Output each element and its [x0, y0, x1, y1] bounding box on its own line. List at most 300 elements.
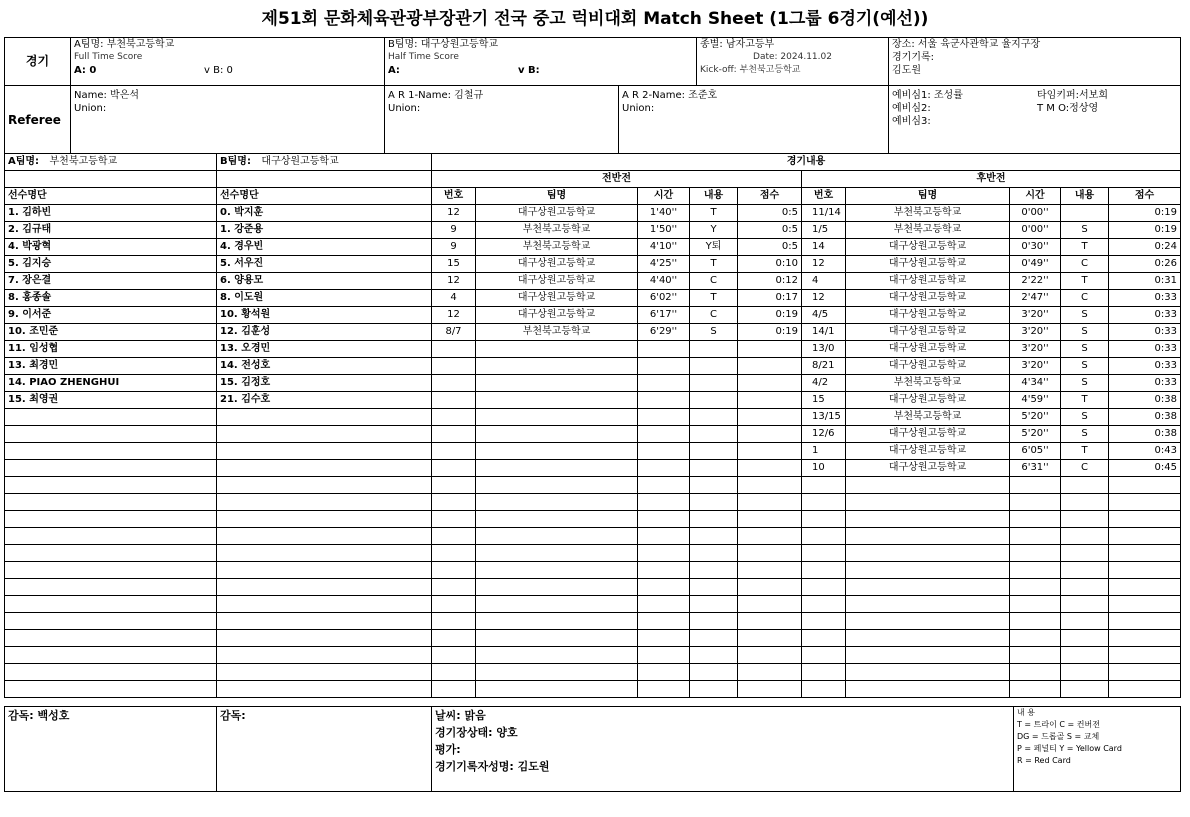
player-a: [5, 579, 217, 596]
second-half-cell: 14: [802, 239, 846, 256]
coach-a-cell: [5, 707, 217, 792]
referee-union: Union:: [74, 103, 107, 114]
second-half-cell: [1061, 630, 1109, 647]
player-a: [5, 562, 217, 579]
player-a: [5, 426, 217, 443]
second-half-cell: 3'20'': [1010, 324, 1061, 341]
first-half-cell: [432, 426, 476, 443]
second-half-cell: C: [1061, 256, 1109, 273]
second-half-cell: 0:33: [1109, 307, 1181, 324]
first-half-cell: C: [690, 273, 738, 290]
column-header: 시간: [638, 188, 690, 205]
blank-cell: [217, 171, 432, 188]
record-name: 김도원: [892, 65, 921, 76]
category-line: 종별: 남자고등부: [700, 39, 775, 50]
first-half-cell: [690, 358, 738, 375]
first-half-cell: [738, 596, 802, 613]
legend-line: T = 트라이 C = 컨버젼: [1017, 720, 1100, 729]
first-half-cell: [738, 511, 802, 528]
second-half-cell: 4: [802, 273, 846, 290]
table-row: [5, 528, 1181, 545]
first-half-cell: [690, 562, 738, 579]
roster-header-a: 선수명단: [5, 188, 217, 205]
date-line: Date: 2024.11.02: [753, 52, 832, 62]
referee-cell: [71, 86, 385, 154]
evaluation: 평가:: [435, 743, 461, 756]
column-header: 팀명: [846, 188, 1010, 205]
second-half-cell: [846, 681, 1010, 698]
second-half-cell: 대구상원고등학교: [846, 290, 1010, 307]
first-half-cell: [638, 579, 690, 596]
reserve-official-1: 예비심1: 조성률: [892, 90, 963, 101]
first-half-cell: 4'10'': [638, 239, 690, 256]
table-row: [5, 273, 1181, 290]
legend-line: P = 페널티 Y = Yellow Card: [1017, 744, 1122, 753]
first-half-cell: 대구상원고등학교: [476, 205, 638, 222]
player-a: 15. 최영권: [5, 392, 217, 409]
first-half-cell: Y퇴: [690, 239, 738, 256]
second-half-cell: [1061, 494, 1109, 511]
first-half-cell: [432, 664, 476, 681]
first-half-cell: [690, 409, 738, 426]
second-half-cell: 0:24: [1109, 239, 1181, 256]
second-half-cell: [802, 681, 846, 698]
first-half-cell: [432, 409, 476, 426]
second-half-cell: 0:26: [1109, 256, 1181, 273]
table-row: [5, 647, 1181, 664]
first-half-cell: [738, 477, 802, 494]
table-row: [5, 426, 1181, 443]
first-half-cell: [476, 341, 638, 358]
player-b: [217, 681, 432, 698]
second-half-cell: [1010, 528, 1061, 545]
referee-name: Name: 박은석: [74, 90, 140, 101]
first-half-cell: [638, 528, 690, 545]
second-half-cell: [802, 477, 846, 494]
first-half-cell: [432, 392, 476, 409]
first-half-cell: [432, 477, 476, 494]
second-half-cell: 5'20'': [1010, 409, 1061, 426]
first-half-cell: [638, 443, 690, 460]
first-half-cell: 8/7: [432, 324, 476, 341]
player-a: [5, 545, 217, 562]
second-half-cell: [1010, 545, 1061, 562]
second-half-cell: [802, 596, 846, 613]
first-half-cell: 0:17: [738, 290, 802, 307]
player-b: [217, 477, 432, 494]
first-half-cell: C: [690, 307, 738, 324]
second-half-cell: [1109, 477, 1181, 494]
column-header: 점수: [1109, 188, 1181, 205]
second-half-cell: 대구상원고등학교: [846, 341, 1010, 358]
second-half-cell: [846, 613, 1010, 630]
first-half-cell: [432, 443, 476, 460]
second-half-cell: 12: [802, 290, 846, 307]
first-half-cell: [638, 358, 690, 375]
full-time-label: Full Time Score: [74, 52, 143, 62]
second-half-cell: T: [1061, 239, 1109, 256]
second-half-cell: 5'20'': [1010, 426, 1061, 443]
first-half-cell: [738, 545, 802, 562]
first-half-cell: [476, 647, 638, 664]
first-half-cell: [638, 647, 690, 664]
player-b: 10. 황석원: [217, 307, 432, 324]
first-half-cell: [432, 545, 476, 562]
second-half-cell: [1061, 528, 1109, 545]
player-b: 14. 전성호: [217, 358, 432, 375]
second-half-cell: [802, 511, 846, 528]
first-half-cell: 부천북고등학교: [476, 324, 638, 341]
second-half-cell: 0:33: [1109, 375, 1181, 392]
second-half-cell: [1061, 477, 1109, 494]
first-half-cell: 4'25'': [638, 256, 690, 273]
half-time-label: Half Time Score: [388, 52, 459, 62]
column-header: 내용: [1061, 188, 1109, 205]
team-a-line: A팀명: 부천북고등학교: [74, 39, 175, 50]
player-a: 8. 홍종솔: [5, 290, 217, 307]
team-a-score-cell: [71, 38, 385, 86]
first-half-cell: [638, 375, 690, 392]
second-half-cell: 6'31'': [1010, 460, 1061, 477]
first-half-cell: [476, 511, 638, 528]
half-time-vb: v B:: [518, 65, 540, 76]
second-half-cell: [846, 494, 1010, 511]
first-half-cell: 1'50'': [638, 222, 690, 239]
table-row: [5, 494, 1181, 511]
player-b: 8. 이도원: [217, 290, 432, 307]
first-half-cell: [638, 545, 690, 562]
first-half-cell: 0:5: [738, 239, 802, 256]
second-half-cell: [1109, 647, 1181, 664]
second-half-cell: S: [1061, 426, 1109, 443]
first-half-cell: [432, 511, 476, 528]
first-half-cell: T: [690, 256, 738, 273]
blank-cell: [5, 171, 217, 188]
coach-a: 감독: 백성호: [8, 709, 70, 722]
first-half-cell: [432, 562, 476, 579]
first-half-cell: [638, 596, 690, 613]
second-half-cell: [1061, 664, 1109, 681]
first-half-cell: [690, 494, 738, 511]
second-half-cell: 2'22'': [1010, 273, 1061, 290]
table-row: [5, 324, 1181, 341]
referee-label: Referee: [5, 86, 71, 154]
player-a: [5, 511, 217, 528]
first-half-cell: 6'02'': [638, 290, 690, 307]
first-half-cell: [476, 681, 638, 698]
player-a: [5, 630, 217, 647]
player-b: 1. 강준용: [217, 222, 432, 239]
second-half-cell: 부천북고등학교: [846, 222, 1010, 239]
second-half-cell: 4/2: [802, 375, 846, 392]
coach-b: 감독:: [220, 709, 246, 722]
player-a: [5, 443, 217, 460]
second-half-cell: S: [1061, 222, 1109, 239]
first-half-cell: 대구상원고등학교: [476, 290, 638, 307]
player-a: [5, 477, 217, 494]
first-half-cell: [476, 477, 638, 494]
first-half-cell: [638, 511, 690, 528]
second-half-cell: 0:19: [1109, 222, 1181, 239]
player-a: [5, 681, 217, 698]
first-half-cell: [432, 596, 476, 613]
first-half-cell: 4: [432, 290, 476, 307]
first-half-cell: 12: [432, 205, 476, 222]
reserve-official-2: 예비심2:: [892, 103, 931, 114]
team-b-label: B팀명:: [220, 156, 251, 167]
timekeeper: 타임키퍼:서보희: [1037, 90, 1108, 101]
player-a: [5, 494, 217, 511]
match-events-table: [4, 153, 1181, 698]
second-half-cell: 0:38: [1109, 392, 1181, 409]
player-a: [5, 596, 217, 613]
first-half-cell: [432, 528, 476, 545]
second-half-cell: [1109, 613, 1181, 630]
second-half-cell: [1010, 630, 1061, 647]
second-half-cell: 0:38: [1109, 409, 1181, 426]
first-half-cell: [738, 392, 802, 409]
first-half-cell: 12: [432, 307, 476, 324]
events-section-title: 경기내용: [432, 154, 1181, 171]
table-row: [5, 562, 1181, 579]
first-half-cell: [476, 630, 638, 647]
second-half-cell: [1010, 664, 1061, 681]
table-row: [5, 630, 1181, 647]
column-header: 점수: [738, 188, 802, 205]
player-b: [217, 647, 432, 664]
second-half-cell: 부천북고등학교: [846, 409, 1010, 426]
table-row: [5, 375, 1181, 392]
first-half-cell: S: [690, 324, 738, 341]
first-half-cell: [638, 341, 690, 358]
player-b: [217, 426, 432, 443]
player-a: 11. 임성협: [5, 341, 217, 358]
second-half-cell: 0:33: [1109, 341, 1181, 358]
player-b: 13. 오경민: [217, 341, 432, 358]
kickoff-line: Kick-off: 부천북고등학교: [700, 65, 801, 75]
second-half-cell: [846, 664, 1010, 681]
venue-line: 장소: 서울 육군사관학교 율지구장: [892, 39, 1041, 50]
first-half-cell: [476, 545, 638, 562]
match-header-table: [4, 37, 1181, 86]
team-b-score-cell: [385, 38, 697, 86]
player-b: [217, 528, 432, 545]
second-half-cell: 0:38: [1109, 426, 1181, 443]
second-half-cell: T: [1061, 392, 1109, 409]
second-half-cell: 대구상원고등학교: [846, 307, 1010, 324]
second-half-cell: 대구상원고등학교: [846, 392, 1010, 409]
player-b: [217, 562, 432, 579]
player-b: 12. 김훈성: [217, 324, 432, 341]
first-half-cell: [432, 358, 476, 375]
second-half-cell: C: [1061, 460, 1109, 477]
second-half-cell: [1061, 545, 1109, 562]
second-half-cell: 12/6: [802, 426, 846, 443]
table-row: [5, 511, 1181, 528]
second-half-cell: [1109, 494, 1181, 511]
first-half-cell: [476, 392, 638, 409]
second-half-cell: 13/0: [802, 341, 846, 358]
second-half-cell: [1010, 596, 1061, 613]
table-row: [5, 256, 1181, 273]
first-half-cell: 대구상원고등학교: [476, 307, 638, 324]
second-half-cell: [1061, 647, 1109, 664]
second-half-cell: 0'00'': [1010, 205, 1061, 222]
second-half-cell: S: [1061, 375, 1109, 392]
first-half-cell: [432, 613, 476, 630]
second-half-cell: 대구상원고등학교: [846, 256, 1010, 273]
first-half-cell: 0:5: [738, 222, 802, 239]
first-half-cell: [690, 681, 738, 698]
player-b: [217, 494, 432, 511]
first-half-cell: [476, 358, 638, 375]
player-b: [217, 579, 432, 596]
second-half-cell: [1061, 579, 1109, 596]
reserve-officials-cell: [889, 86, 1181, 154]
ar1-name: A R 1-Name: 김철규: [388, 90, 484, 101]
first-half-cell: [432, 579, 476, 596]
second-half-cell: [1010, 494, 1061, 511]
first-half-cell: [476, 562, 638, 579]
first-half-cell: [690, 511, 738, 528]
second-half-cell: 4'59'': [1010, 392, 1061, 409]
legend-cell: [1014, 707, 1181, 792]
column-header: 내용: [690, 188, 738, 205]
player-b: [217, 409, 432, 426]
first-half-cell: T: [690, 205, 738, 222]
first-half-cell: [690, 477, 738, 494]
second-half-cell: [1109, 664, 1181, 681]
second-half-cell: 대구상원고등학교: [846, 358, 1010, 375]
first-half-cell: [738, 613, 802, 630]
second-half-cell: [1109, 596, 1181, 613]
second-half-cell: 0'00'': [1010, 222, 1061, 239]
record-label: 경기기록:: [892, 52, 935, 63]
second-half-cell: [846, 562, 1010, 579]
first-half-cell: [476, 579, 638, 596]
second-half-cell: 14/1: [802, 324, 846, 341]
player-b: 21. 김수호: [217, 392, 432, 409]
first-half-cell: [690, 443, 738, 460]
second-half-cell: [846, 528, 1010, 545]
first-half-cell: [432, 375, 476, 392]
player-a: [5, 647, 217, 664]
first-half-cell: [690, 392, 738, 409]
player-a: 14. PIAO ZHENGHUI: [5, 375, 217, 392]
first-half-cell: 0:19: [738, 307, 802, 324]
second-half-cell: [802, 579, 846, 596]
first-half-cell: [690, 545, 738, 562]
second-half-cell: 3'20'': [1010, 358, 1061, 375]
coach-b-cell: [217, 707, 432, 792]
first-half-cell: [476, 596, 638, 613]
player-a: [5, 528, 217, 545]
player-a: [5, 409, 217, 426]
first-half-cell: 0:19: [738, 324, 802, 341]
second-half-cell: [802, 630, 846, 647]
second-half-cell: 대구상원고등학교: [846, 324, 1010, 341]
first-half-cell: [738, 562, 802, 579]
second-half-cell: 11/14: [802, 205, 846, 222]
player-b: [217, 664, 432, 681]
first-half-cell: [476, 528, 638, 545]
second-half-cell: 대구상원고등학교: [846, 239, 1010, 256]
first-half-cell: [476, 613, 638, 630]
team-a-label: A팀명:: [8, 156, 40, 167]
player-a: 5. 김지승: [5, 256, 217, 273]
second-half-cell: 0'49'': [1010, 256, 1061, 273]
second-half-cell: [802, 647, 846, 664]
column-header: 번호: [802, 188, 846, 205]
second-half-cell: 대구상원고등학교: [846, 426, 1010, 443]
second-half-cell: S: [1061, 307, 1109, 324]
second-half-cell: 부천북고등학교: [846, 375, 1010, 392]
first-half-cell: [738, 409, 802, 426]
team-b-line: B팀명: 대구상원고등학교: [388, 39, 499, 50]
first-half-cell: Y: [690, 222, 738, 239]
second-half-cell: [1061, 596, 1109, 613]
second-half-cell: [802, 528, 846, 545]
column-header: 팀명: [476, 188, 638, 205]
table-row: [5, 341, 1181, 358]
player-a: [5, 460, 217, 477]
first-half-cell: [738, 528, 802, 545]
first-half-cell: [638, 681, 690, 698]
table-row: [5, 477, 1181, 494]
first-half-cell: [738, 494, 802, 511]
table-row: [5, 460, 1181, 477]
first-half-cell: [690, 630, 738, 647]
first-half-cell: [638, 613, 690, 630]
table-row: [5, 239, 1181, 256]
second-half-cell: T: [1061, 273, 1109, 290]
second-half-cell: 대구상원고등학교: [846, 443, 1010, 460]
player-b: [217, 613, 432, 630]
roster-header-b: 선수명단: [217, 188, 432, 205]
first-half-cell: 6'17'': [638, 307, 690, 324]
table-row: [5, 443, 1181, 460]
first-half-cell: [738, 460, 802, 477]
first-half-cell: [738, 426, 802, 443]
first-half-cell: [476, 426, 638, 443]
first-half-cell: [738, 375, 802, 392]
second-half-cell: S: [1061, 341, 1109, 358]
second-half-cell: [1010, 681, 1061, 698]
ar2-cell: [619, 86, 889, 154]
player-a: 4. 박광혁: [5, 239, 217, 256]
table-row: [5, 613, 1181, 630]
first-half-cell: 0:5: [738, 205, 802, 222]
second-half-cell: [1109, 545, 1181, 562]
first-half-cell: [738, 341, 802, 358]
second-half-cell: 1: [802, 443, 846, 460]
full-time-a: A: 0: [74, 65, 97, 76]
first-half-cell: [476, 460, 638, 477]
second-half-cell: [1109, 528, 1181, 545]
second-half-cell: 2'47'': [1010, 290, 1061, 307]
second-half-cell: [1061, 205, 1109, 222]
second-half-cell: 3'20'': [1010, 307, 1061, 324]
first-half-cell: [690, 647, 738, 664]
referee-table: [4, 85, 1181, 154]
player-b: [217, 630, 432, 647]
player-b: 0. 박지훈: [217, 205, 432, 222]
first-half-cell: [638, 409, 690, 426]
second-half-cell: [1010, 613, 1061, 630]
first-half-cell: 대구상원고등학교: [476, 256, 638, 273]
second-half-cell: 부천북고등학교: [846, 205, 1010, 222]
second-half-title: 후반전: [802, 171, 1181, 188]
